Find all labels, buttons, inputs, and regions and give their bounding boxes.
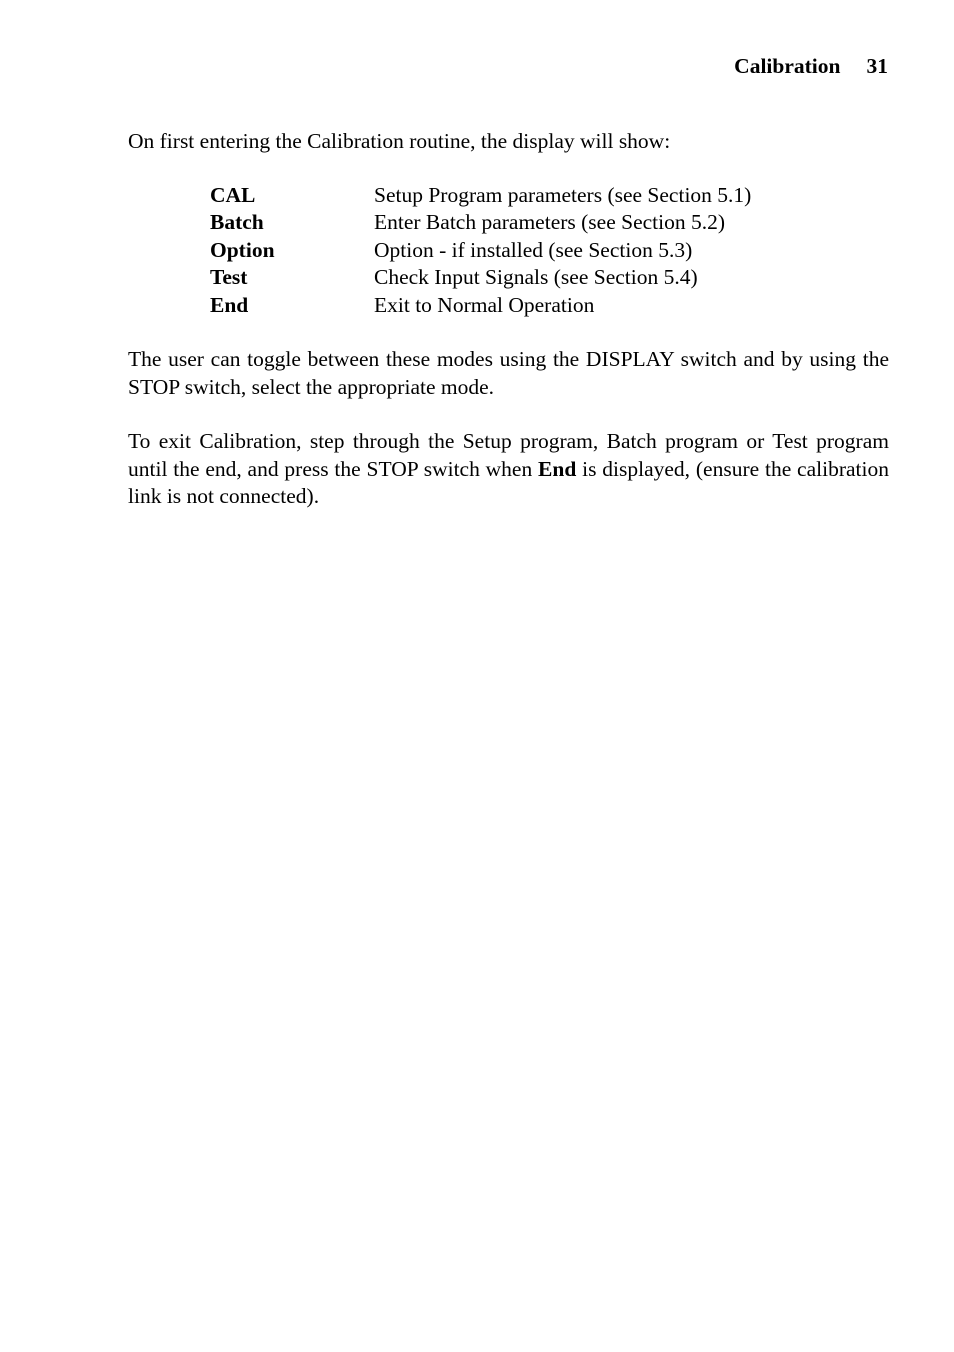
mode-name: CAL — [210, 183, 256, 207]
exit-text-before: To exit Calibration, step through the Setup program, Batch program or Test program until the end, and press the STOP switch when — [128, 429, 889, 481]
exit-text-after: is displayed, (ensure the calibration link is not connected). — [128, 456, 889, 508]
mode-row — [210, 292, 850, 319]
mode-name: Batch — [210, 210, 264, 235]
mode-name: Test — [210, 265, 248, 290]
mode-description: Check Input Signals (see Section 5.4) — [374, 265, 698, 290]
page-number: 31 — [866, 54, 888, 78]
intro-paragraph: On first entering the Calibration routine, the display will show: — [128, 129, 671, 153]
page-header — [734, 52, 888, 80]
toggle-paragraph: The user can toggle between these modes using the DISPLAY switch and by using the STOP switch, select the appropriate mode. — [128, 347, 889, 399]
mode-description: Option - if installed (see Section 5.3) — [374, 237, 693, 262]
mode-row — [210, 182, 850, 209]
mode-description: Enter Batch parameters (see Section 5.2) — [374, 210, 726, 235]
mode-list — [210, 182, 850, 319]
exit-paragraph — [128, 428, 889, 511]
mode-description: Setup Program parameters (see Section 5.1) — [374, 183, 752, 207]
mode-row — [210, 209, 850, 236]
mode-name: End — [210, 292, 249, 317]
exit-text-bold: End — [538, 456, 577, 481]
section-title: Calibration — [734, 54, 841, 78]
mode-row — [210, 264, 850, 291]
mode-row — [210, 237, 850, 264]
mode-description: Exit to Normal Operation — [374, 292, 595, 317]
mode-name: Option — [210, 237, 275, 262]
